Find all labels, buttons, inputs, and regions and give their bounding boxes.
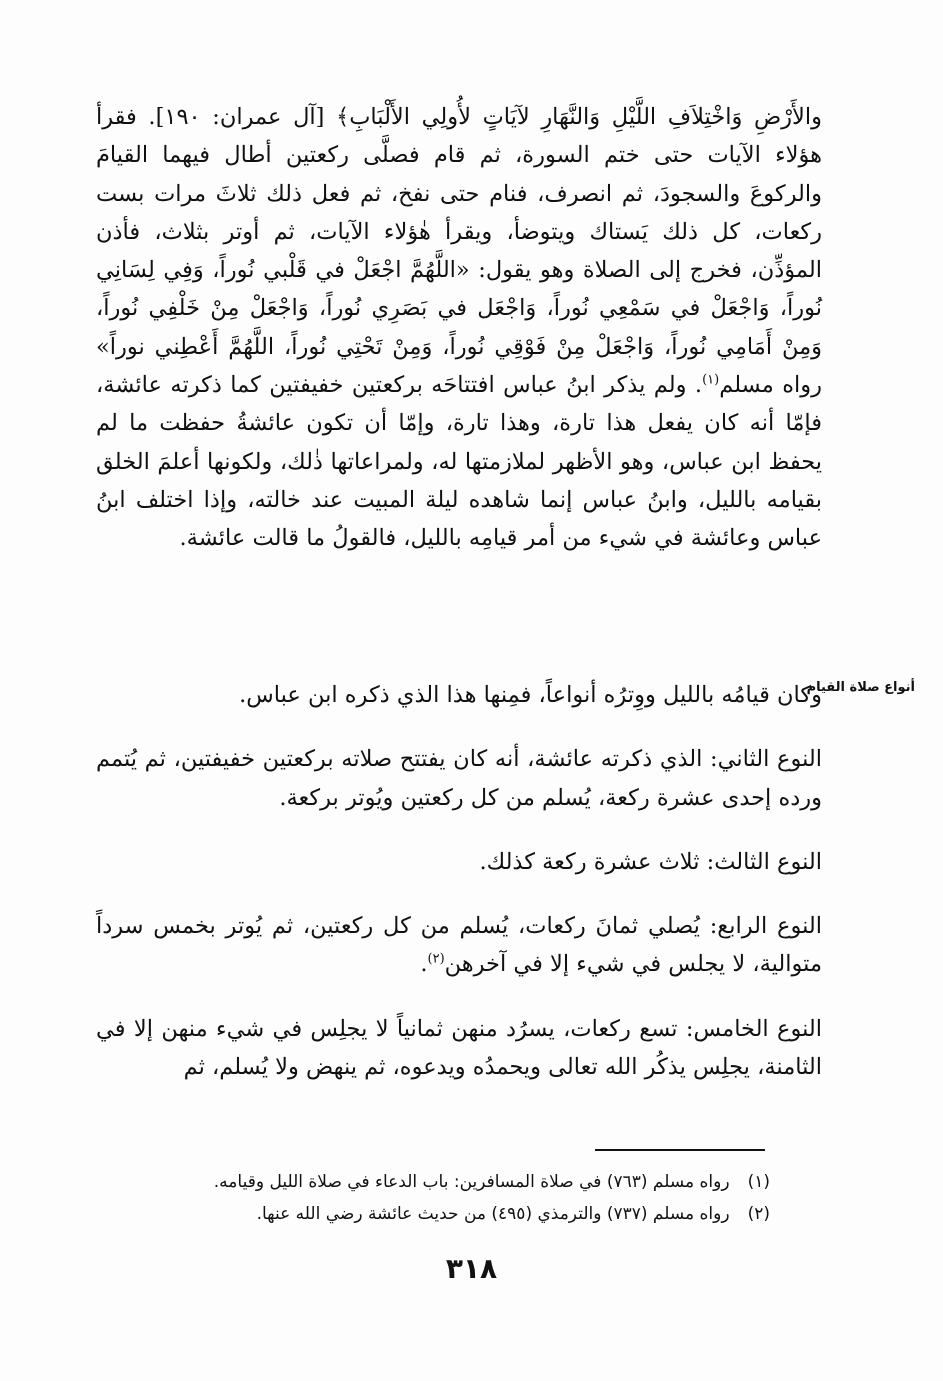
type-4-end: .: [420, 951, 428, 978]
footnote-text: رواه مسلم (٧٣٧) والترمذي (٤٩٥) من حديث عائشة رضي الله عنها.: [256, 1204, 730, 1224]
main-paragraph: [96, 98, 822, 558]
main-text-block: [96, 98, 822, 558]
type-4-text: النوع الرابع: يُصلي ثمانَ ركعات، يُسلم من كل ركعتين، ثم يُوتر بخمس سرداً متوالية، لا يجلس في شيء إلا في آخرهن: [96, 913, 822, 978]
type-3-paragraph: النوع الثالث: ثلاث عشرة ركعة كذلك.: [479, 848, 822, 875]
footnote-divider: [595, 1149, 765, 1151]
footnote-2: [150, 1198, 770, 1230]
main-paragraph-text: والأَرْضِ وَاخْتِلاَفِ اللَّيْلِ وَالنَّهَارِ لآيَاتٍ لأُولِي الأَلْبَابِ﴾ [آل عمران: ١٩٠]. فقرأ هؤلاء الآيات حتى ختم السورة، ثم قام فصلَّى ركعتين أطال فيهما القيامَ والركوعَ والسجودَ، ثم انصرف، فنام حتى نفخ، ثم فعل ذلك ثلاثَ مرات بست ركعات، كل ذلك يَستاك ويتوضأ، ويقرأ هٰؤلاء الآيات، ثم أوتر بثلاث، فأذن المؤذِّن، فخرج إلى الصلاة وهو يقول: «اللَّهُمَّ اجْعَلْ في قَلْبي نُوراً، وَفِي لِسَانِي نُوراً، وَاجْعَلْ في سَمْعِي نُوراً، وَاجْعَل في بَصَرِي نُوراً، وَاجْعَلْ مِنْ خَلْفِي نُوراً، وَمِنْ أَمَامِي نُوراً، وَاجْعَلْ مِنْ فَوْقِي نُوراً، وَمِنْ تَحْتِي نُوراً، اللَّهُمَّ أَعْطِني نوراً» رواه مسلم: [96, 104, 822, 399]
footnote-number: (١): [747, 1172, 770, 1192]
footnote-number: (٢): [747, 1204, 770, 1224]
types-text-block: [96, 676, 822, 1086]
type-4-paragraph: [96, 907, 822, 984]
types-intro: وكان قيامُه بالليل ووِترُه أنواعاً، فمِنها هذا الذي ذكره ابن عباس.: [239, 682, 822, 708]
footnote-ref-2: (٢): [427, 951, 445, 967]
footnote-ref-1: (١): [702, 372, 720, 388]
type-2-paragraph: النوع الثاني: الذي ذكرته عائشة، أنه كان يفتتح صلاته بركعتين خفيفتين، ثم يُتمم ورده إحدى عشرة ركعة، يُسلم من كل ركعتين ويُوتر بركعة.: [96, 746, 822, 811]
footnote-1: [150, 1166, 770, 1198]
type-5-paragraph: النوع الخامس: تسع ركعات، يسرُد منهن ثمانياً لا يجلِس في شيء منهن إلا في الثامنة، يجلِس يذكُر الله تعالى ويحمدُه ويدعوه، ثم ينهض ولا يُسلم، ثم: [96, 1015, 822, 1081]
main-paragraph-continuation: . ولم يذكر ابنُ عباس افتتاحَه بركعتين خفيفتين كما ذكرته عائشة، فإمّا أنه كان يفعل هذا تارة، وهذا تارة، وإمّا أن تكون عائشةُ حفظت ما لم يحفظ ابن عباس، وهو الأظهر لملازمتها له، ولمراعاتها ذٰلك، ولكونها أعلمَ الخلق بقيامه بالليل، وابنُ عباس إنما شاهده ليلة المبيت عند خالته، وإذا اختلف ابنُ عباس وعائشة في شيء من أمر قيامِه بالليل، فالقولُ ما قالت عائشة.: [96, 372, 822, 552]
footnote-text: رواه مسلم (٧٦٣) في صلاة المسافرين: باب الدعاء في صلاة الليل وقيامه.: [213, 1172, 730, 1192]
margin-note: أنواع صلاة القيام: [806, 680, 915, 695]
footnotes: [150, 1166, 770, 1230]
page-number: ٣١٨: [445, 1252, 498, 1285]
